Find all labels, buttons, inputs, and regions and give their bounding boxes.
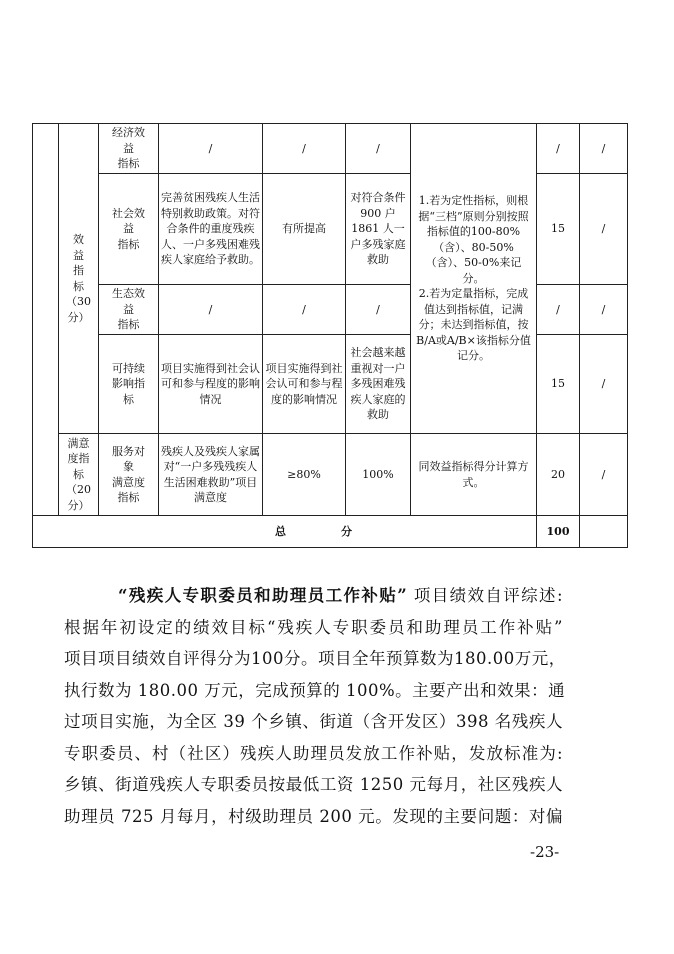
summary-line: 乡镇、街道残疾人专职委员按最低工资 1250 元每月，社区残疾人 (64, 775, 563, 794)
outer-cell (33, 124, 59, 516)
performance-table (32, 123, 628, 548)
actual: 对符合条件 900 户 1861 人一户多残家庭救助 (346, 174, 411, 285)
scoring-method: 同效益指标得分计算方式。 (411, 434, 537, 516)
table-row (33, 335, 628, 434)
score: 20 (537, 434, 580, 516)
target: 项目实施得到社会认可和参与程度的影响情况 (263, 335, 346, 434)
target: / (263, 124, 346, 174)
total-row (33, 516, 628, 548)
summary-line: 助理员 725 月每月，村级助理员 200 元。发现的主要问题：对偏 (64, 807, 563, 826)
satisfaction-category: 满意 度指 标 （20 分） (59, 434, 99, 516)
content: 残疾人及残疾人家属对“一户多残残疾人生活困难救助”项目满意度 (159, 434, 263, 516)
summary-line: 过项目实施，为全区 39 个乡镇、街道（含开发区）398 名残疾人 (64, 712, 563, 731)
deduction: / (580, 335, 628, 434)
actual: 社会越来越重视对一户多残困难残疾人家庭的救助 (346, 335, 411, 434)
total-label: 总 分 (33, 516, 537, 548)
content: / (159, 124, 263, 174)
indicator: 生态效 益 指标 (99, 285, 159, 335)
benefit-category: 效 益 指 标 （30 分） (59, 124, 99, 434)
target: 有所提高 (263, 174, 346, 285)
target: ≥80% (263, 434, 346, 516)
score: 15 (537, 174, 580, 285)
summary-title-suffix: 项目绩效自评综述: (413, 586, 564, 605)
summary-line: 专职委员、村（社区）残疾人助理员发放工作补贴，发放标准为: (64, 744, 563, 763)
table-row (33, 174, 628, 285)
summary-line: 项目项目绩效自评得分为100分。项目全年预算数为180.00万元， (64, 649, 566, 668)
table-row (33, 124, 628, 174)
score: / (537, 285, 580, 335)
actual: 100% (346, 434, 411, 516)
summary-title: “残疾人专职委员和助理员工作补贴” (118, 586, 408, 605)
table-row (33, 434, 628, 516)
content: 完善贫困残疾人生活特别救助政策。对符合条件的重度残疾人、一户多残困难残疾人家庭给予救助。 (159, 174, 263, 285)
total-deduction (580, 516, 628, 548)
scoring-method: 1.若为定性指标，则根据“三档”原则分别按照指标值的100-80%（含）、80-50%（含）、50-0%来记分。 2.若为定量指标，完成值达到指标值，记满分；未达到指标值，按B/A或A/B×该指标分值记分。 (411, 124, 537, 434)
deduction: / (580, 285, 628, 335)
deduction: / (580, 174, 628, 285)
actual: / (346, 285, 411, 335)
content: 项目实施得到社会认可和参与程度的影响情况 (159, 335, 263, 434)
actual: / (346, 124, 411, 174)
total-score: 100 (537, 516, 580, 548)
deduction: / (580, 124, 628, 174)
indicator: 可持续 影响指 标 (99, 335, 159, 434)
summary-heading (118, 586, 563, 606)
indicator: 社会效 益 指标 (99, 174, 159, 285)
summary-line: 根据年初设定的绩效目标“残疾人专职委员和助理员工作补贴” (64, 618, 563, 637)
content: / (159, 285, 263, 335)
summary-line: 执行数为 180.00 万元，完成预算的 100%。主要产出和效果：通 (64, 681, 566, 700)
score: / (537, 124, 580, 174)
deduction: / (580, 434, 628, 516)
page-number: -23- (530, 843, 560, 861)
indicator: 服务对 象 满意度 指标 (99, 434, 159, 516)
table-row (33, 285, 628, 335)
target: / (263, 285, 346, 335)
score: 15 (537, 335, 580, 434)
indicator: 经济效 益 指标 (99, 124, 159, 174)
